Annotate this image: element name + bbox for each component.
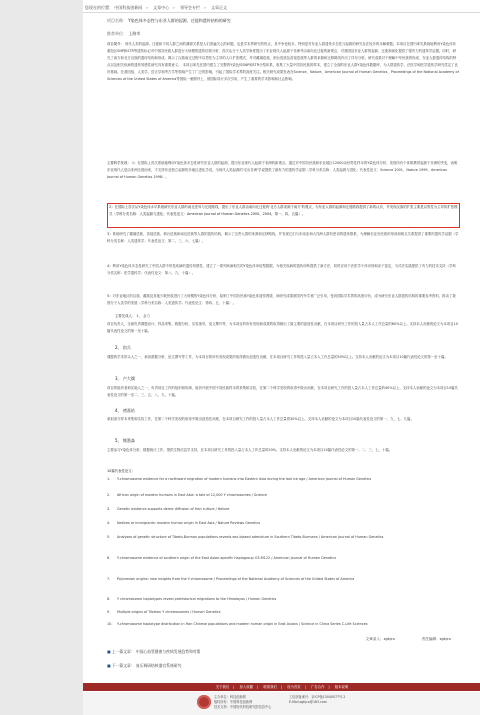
paper-item (107, 576, 459, 582)
footer-separator: | (328, 685, 330, 689)
contributor-5-text: 主要参与Y染色体分析、数据统计工作，提供生物信息学支持，在本项目研究工作的投入量占本人工作总量的20%。支持本人贡献的论文为本项目10篇代表性论文的第一、二、三、七、十篇。 (107, 448, 393, 452)
project-intro-text: 现代人类的起源、迁徙和不同人群之间的渊源关系是人们普遍关心的问题，也是学术界研究的热点，其中争论较多。特别是对东亚人群遗传多态性与起源的研究存在较多的未解难题。本项目在国内率先系统地利用Y染色体非重组区SNP和STR等遗传标记对中国各民族人群进行大规模的遗传结构分析，首次从分子人类学角度提出了东亚现代人起源于非洲并由南向北迁徙的新观点，对我国及东亚人群的起源、迁徙和演化提供了强有力的遗传学证据。同时，研究了南方和北方汉族的遗传结构和形成，揭示了汉族南迁过程中以男性为主导的人口扩张模式，并对藏缅语族、侗台语族及苗瑶语族等人群的来源和迁移路线作出了详尽分析。研究成果对于理解中华民族的形成、东亚人群遗传结构的特点以及相关疾病的遗传易感性研究具有重要意义。 (107, 42, 457, 67)
footer-separator: | (304, 685, 306, 689)
next-article (107, 663, 181, 669)
contributor-1-desc (107, 321, 459, 343)
key-findings-point-2: 2）在国际上首次从Y染色体水平系统研究东亚人群的南北差异与迁徙路线，提出了东亚人群由南向北迁徙的'北方人群来源于南方'的观点，为东亚人群的起源和迁徙路线提供了新的认识，并发现汉族的扩张主要是以男性为主导的扩张模式（学科分类名称：人类起源与进化；代表性论文：American Journal of Human Genetics 2000、2004，第一、四、五篇）。 (109, 205, 458, 216)
paper-item (107, 492, 459, 498)
paper-title: African origin of modern humans in East Asia: a tale of 12,000 Y chromosomes / Science (117, 493, 268, 497)
contributor-4-desc (107, 416, 459, 436)
site-logo-icon (197, 695, 211, 709)
project-intro-label: 项目简介： (107, 42, 124, 46)
breadcrumb: 您现在的位置： 中国科技创新网 › 文章中心 › 领导会专栏 › 文章正文 (85, 5, 227, 10)
paper-number: 6. (107, 556, 111, 560)
footer-copyright: 版权所有：中国科技创新网 (214, 700, 253, 704)
article-footer-meta (107, 636, 459, 642)
key-findings-4 (107, 263, 459, 289)
contributor-3-text: 项目的组织者和实施人之一，负责项目工作的组织和协调，组织开展中国不同民族样本的采集和实验，在第二个科学发现的取得中做出贡献，在本项目研究工作的投入量占本人工作总量的40%以上。支持本人贡献的论文为本项目10篇代表性论文的第一至二、三、五、八、九、十篇。 (107, 386, 458, 397)
project-intro-text-2: 本项目率先在国内建立了完整的Y染色体SNP和STR分型体系，收集了大量中国各民族的样本，建立了全面的东亚人群Y染色体数据库，为人群遗传学、法医学和医学遗传学研究奠定了良好基础。在基因组、人类学、语言学和考古学等领域产生了广泛的影响，引起了国际学术界的高度关注。相关研究成果发表在Science、Nature、American Journal of Human Genetics、Proceedings of the National Academy of Sciences of the United States of America等国际一流期刊上，被国际同行多次引用，产生了重要的学术影响和社会影响。 (107, 62, 459, 81)
footer-link-favorite[interactable]: 加入收藏 (239, 685, 254, 689)
key-findings-3 (107, 231, 459, 259)
article-page (83, 0, 480, 715)
paper-item (107, 534, 459, 540)
project-intro (107, 41, 459, 153)
contributor-4-title: 4、 褚嘉祐 (115, 408, 135, 413)
paper-item (107, 555, 459, 561)
prev-article-link[interactable]: 中国心血管健康与疾病发展趋势和对策 (135, 649, 201, 654)
contributor-1-text: 项目负责人，全面负责课题设计、样品采集、数据分析，实验指导，论文撰写等，为本项目的所有发现和成果的取得做出了最主要的创造性贡献，在本项目研究工作的投入量占本人工作总量的60%以上。支持本人贡献的论文为本项目10篇代表性论文的第一至十篇。 (107, 322, 458, 333)
paper-item (107, 520, 459, 526)
prev-article (107, 649, 200, 655)
paper-title: Y-chromosome evidence of southern origin of the East Asian-specific haplogroup O3-M122 / American Journal of Human Genetics (117, 556, 336, 560)
project-name-label: 项目名称： (107, 18, 127, 23)
entry-author: 文章录入：zgkjcx (365, 637, 395, 641)
breadcrumb-divider (83, 12, 480, 13)
main-contributors (115, 313, 467, 320)
next-article-link[interactable]: 血压调研结核器官系统研究 (135, 663, 182, 668)
paper-title: Y-chromosome evidence for a northward migration of modern humans into Eastern Asia during the last ice age / American Journal of Human Genetics (117, 477, 372, 481)
breadcrumb-item-current: 文章正文 (210, 5, 227, 10)
project-name-row (107, 18, 231, 23)
paper-title: Genetic evidence supports demic diffusion of Han culture / Nature (117, 507, 230, 511)
paper-item (107, 596, 459, 602)
recommend-unit-label: 推荐单位： (107, 31, 127, 36)
recommend-unit-value: 上海市 (128, 31, 141, 36)
project-name-value: Y染色体多态性与东亚人群的起源、迁徙和遗传结构的研究 (128, 18, 231, 23)
footer-host: 主办单位：科技创新网 (214, 695, 246, 699)
paper-title: Polynesian origins: new insights from the Y-chromosome / Proceedings of the National Academy of Sciences of the United States of America (117, 577, 355, 581)
breadcrumb-item-column[interactable]: 领导会专栏 (180, 5, 201, 10)
highlighted-finding (109, 204, 458, 226)
contributor-5-desc (107, 447, 459, 467)
paper-number: 10. (107, 622, 113, 626)
prev-article-bullet: ■ (107, 649, 111, 654)
contributor-3-desc (107, 385, 459, 405)
breadcrumb-item-home[interactable]: 中国科技创新网 (114, 5, 143, 10)
paper-title: Natives or immigrants: modern human origin in East Asia / Nature Reviews Genetics (117, 521, 261, 525)
footer-email[interactable]: E-Mail:zgkjcx@163.com (289, 700, 327, 704)
contributor-5-title: 5、 熊墨淼 (115, 438, 135, 443)
paper-title: Analyses of genetic structure of Tibeto-Burman populations reveals sex-biased admixture in Southern Tibeto-Burmans / American Journal of Human Genetics (117, 535, 384, 539)
breadcrumb-item-articles[interactable]: 文章中心 (153, 5, 170, 10)
contributor-2-title: 2、 宿兵 (115, 345, 131, 350)
footer-icp: 工信部备案号：京ICP备13040577号-2 (289, 695, 346, 699)
paper-number: 8. (107, 597, 111, 601)
paper-number: 4. (107, 521, 111, 525)
contributor-4-text: 承担部分样本采集和实验工作，在第二个科学发现的取得中做出创造性贡献，在本项目研究工作的投入量占本人工作总量的30%以上。支持本人贡献的论文为本项目10篇代表性论文的第一、九、七、九篇。 (107, 417, 414, 421)
paper-number: 1. (107, 477, 111, 481)
paper-number: 9. (107, 610, 111, 614)
footer-link-homepage[interactable]: 设为首页 (287, 685, 301, 689)
footer-separator: | (233, 685, 235, 689)
footer-tech-support: 技术支持：中国现代科技研究院信息中心 (214, 705, 272, 709)
papers-heading (107, 468, 459, 475)
responsible-editor: 责任编辑：zgkjcx (421, 637, 451, 641)
paper-number: 5. (107, 535, 111, 539)
next-article-label: 下一篇文章： (111, 663, 135, 668)
key-findings-point-1: 1）在国际上首次系统地利用Y染色体多态性研究东亚人群的起源，提出东亚现代人起源于非洲的新观点。通过对中国各民族和东亚地区12000余份男性样本的Y染色体分析，发现所有个体都携带起源于非洲的突变，表明东亚现代人是由非洲迁徙而来，不支持东亚独立起源的多地区进化学说，为现代人类起源的'走出非洲'学说提供了最有力的遗传学证据（学科分类名称：人类起源与进化；代表性论文：Science 2001、Nature 1999、American Journal of Human Genetics 1998）。 (107, 161, 458, 179)
next-article-bullet: ■ (107, 663, 111, 668)
breadcrumb-prefix: 您现在的位置： (85, 5, 113, 10)
key-findings (107, 160, 459, 202)
paper-item (107, 476, 459, 482)
paper-title: Multiple origins of Tibetan Y chromosomes / Human Genetics (117, 610, 221, 614)
paper-item (107, 621, 459, 627)
footer-link-contact[interactable]: 联系我们 (263, 685, 277, 689)
key-findings-point-5: 5）对东亚地区的汉族、藏族及其他少数民族进行了大规模的Y染色体分析，绘制了中国各民族Y染色体遗传图谱，该研究成果被国内外学者广泛引用，受到国际学术界的高度评价，成为研究东亚人群遗传结构的重要参考资料，推动了我国分子人类学的发展（学科分类名称：人类遗传学；代表性论文：第四、五、十篇）。 (107, 294, 456, 305)
contributor-3-title: 3、 卢大儒 (115, 376, 135, 381)
main-contributors-label: 主要完成人： (115, 314, 136, 318)
footer-info (83, 692, 480, 715)
paper-title: Y-chromosome haplotype distribution in Han Chinese populations and modern human origin in East Asians / Science in China Series C-Life Sciences (117, 622, 368, 626)
footer-link-about[interactable]: 关于我们 (215, 685, 230, 689)
contributor-1-title: 1、 金力 (136, 314, 150, 318)
key-findings-point-3: 3）系统研究了藏缅语族、苗瑶语族、侗台语族和南岛语族等人群的遗传结构，揭示了这些人群的来源和迁移路线，并发现它们与东南亚和大洋洲人群有密切的遗传联系，为理解东亚各民族的形成和相互关系提供了重要的遗传学证据（学科分类名称：人类遗传学；代表性论文：第二、三、六、七篇）。 (107, 232, 459, 243)
papers-label: 10篇代表性论文： (107, 469, 136, 473)
recommend-unit-row (107, 31, 140, 36)
key-findings-5 (107, 293, 459, 313)
paper-number: 2. (107, 493, 111, 497)
footer-separator: | (257, 685, 259, 689)
contributor-2-desc (107, 354, 459, 374)
paper-item (107, 609, 459, 615)
footer-link-ads[interactable]: 广告合作 (310, 685, 325, 689)
paper-item (107, 506, 459, 512)
key-findings-point-4: 4）利用Y染色体多态性研究了中国人群中常见疾病的遗传易感性，建立了一系列疾病相关的Y染色体单倍型数据，为相关疾病的遗传诊断提供了新方法，同时应用于法医学个体识别和亲子鉴定，为司法实践提供了有力的技术支持（学科分类名称：医学遗传学；代表性论文：第八、九、十篇）。 (107, 264, 456, 275)
paper-number: 3. (107, 507, 111, 511)
paper-number: 7. (107, 577, 111, 581)
paper-title: Y chromosome haplotypes reveal prehistorical migrations to the Himalayas / Human Genetics (117, 597, 277, 601)
contributor-2-text: 课题的学术带头人之一，承担数据分析、论文撰写等工作，为本项目的所有发现成果的取得做出创造性贡献，在本项目研究工作的投入量占本人工作总量的50%以上。支持本人贡献的论文为本项目10篇代表性论文的第一至十篇。 (107, 355, 448, 359)
key-findings-label: 主要科学发现： (107, 161, 131, 165)
footer-link-version[interactable]: 版本说明 (334, 685, 349, 689)
footer-nav-bar (83, 683, 480, 691)
prev-article-label: 上一篇文章： (111, 649, 135, 654)
footer-separator: | (280, 685, 283, 689)
